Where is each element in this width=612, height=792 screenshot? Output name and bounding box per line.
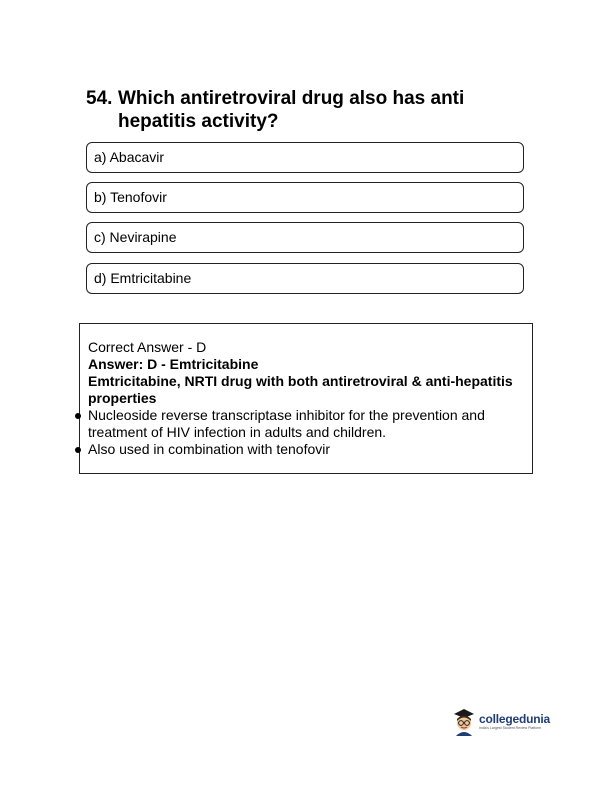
option-c[interactable]: c) Nevirapine [86,222,524,253]
question-text: Which antiretroviral drug also has anti hepatitis activity? [118,88,465,132]
bullet-item: Nucleoside reverse transcriptase inhibitor for the prevention and treatment of HIV infection in adults and children. [88,407,530,441]
bullet-item: Also used in combination with tenofovir [88,441,530,458]
option-a[interactable]: a) Abacavir [86,142,524,173]
answer-value: : D - Emtricitabine [138,356,259,372]
bullet-icon [75,447,81,453]
logo-tagline: India's Largest Student Review Platform [479,726,542,730]
option-b[interactable]: b) Tenofovir [86,182,524,213]
answer-label: Answer [88,356,139,372]
mascot-icon [452,708,476,736]
bullet-icon [75,413,81,419]
answer-box [79,323,533,474]
correct-answer-line: Correct Answer - D [88,339,207,355]
explanation-bullets [88,407,530,458]
explanation-heading: Emtricitabine, NRTI drug with both antiretroviral & anti-hepatitis properties [88,373,513,406]
question-heading [86,87,526,133]
logo-name: collegedunia [479,712,550,726]
answer-line [88,356,530,373]
option-d[interactable]: d) Emtricitabine [86,263,524,294]
collegedunia-logo [452,706,552,738]
question-number: 54. [86,88,113,109]
